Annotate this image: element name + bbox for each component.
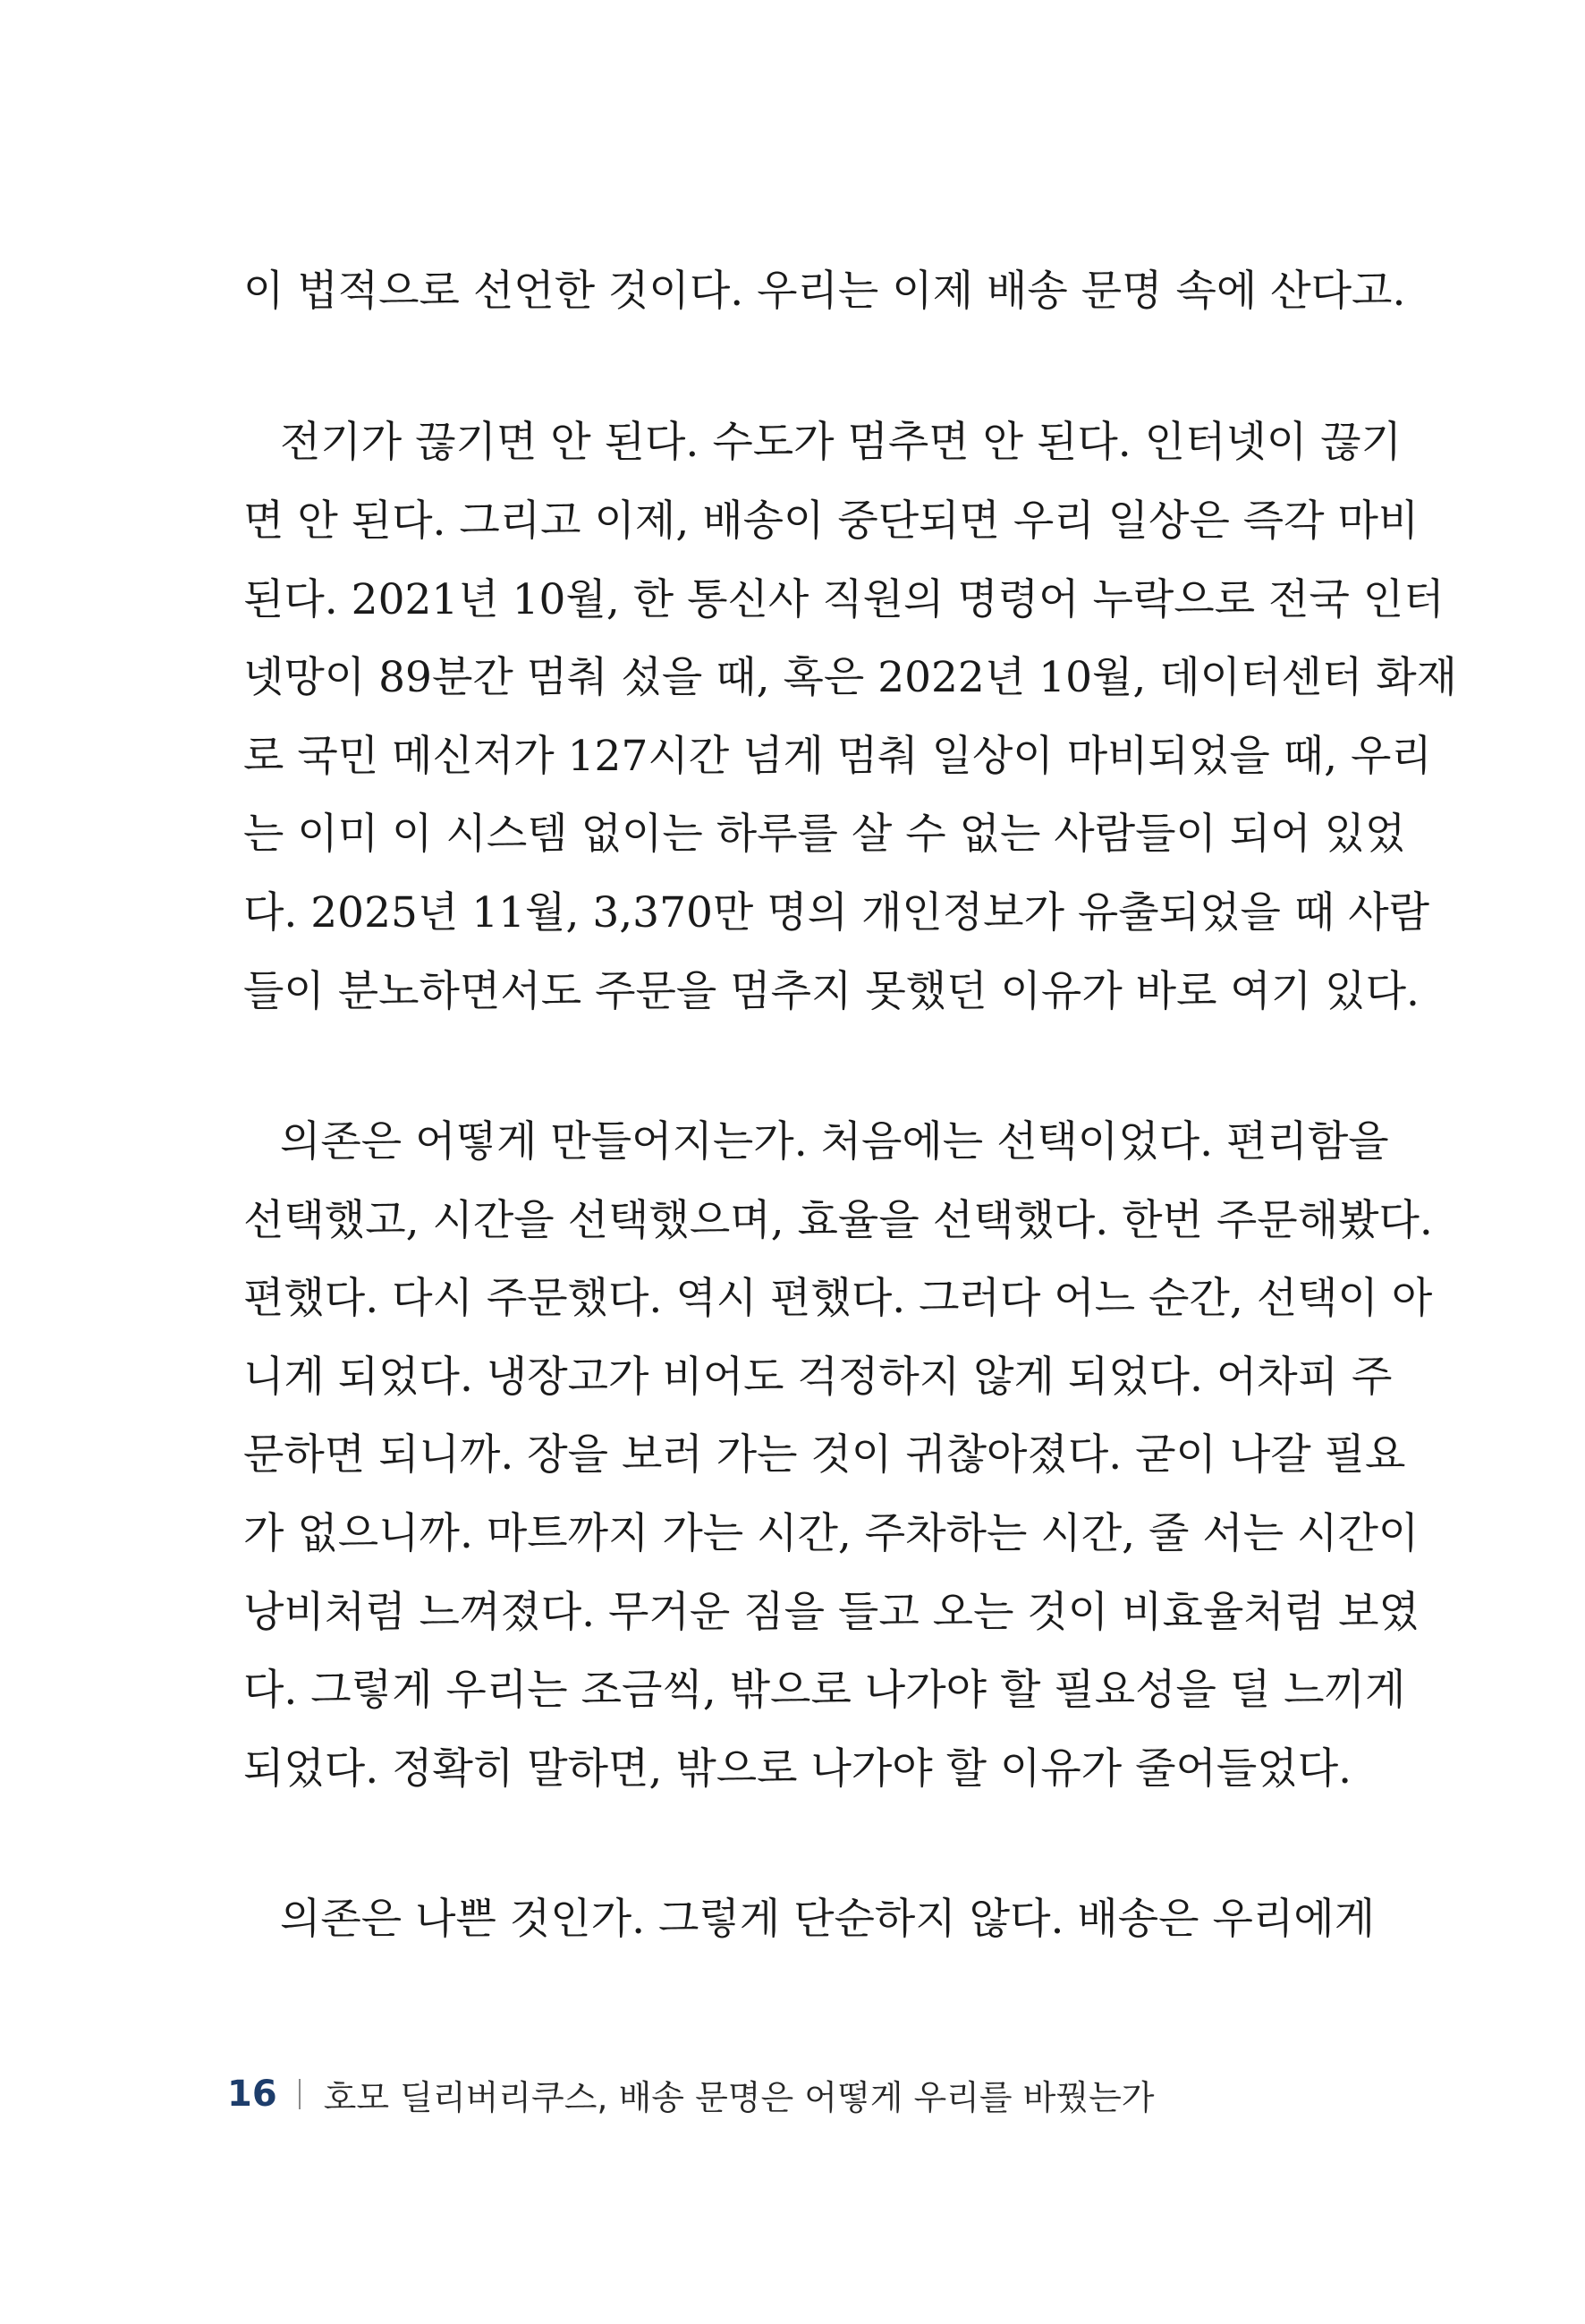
text-line: 되었다. 정확히 말하면, 밖으로 나가야 할 이유가 줄어들었다. xyxy=(243,1744,1352,1794)
text-line: 편했다. 다시 주문했다. 역시 편했다. 그러다 어느 순간, 선택이 아 xyxy=(243,1274,1433,1323)
text-line: 로 국민 메신저가 127시간 넘게 멈춰 일상이 마비되었을 때, 우리 xyxy=(243,732,1432,781)
text-line: 낭비처럼 느껴졌다. 무거운 짐을 들고 오는 것이 비효율처럼 보였 xyxy=(243,1588,1420,1637)
text-line: 문하면 되니까. 장을 보러 가는 것이 귀찮아졌다. 굳이 나갈 필요 xyxy=(243,1430,1406,1480)
text-line: 들이 분노하면서도 주문을 멈추지 못했던 이유가 바로 여기 있다. xyxy=(243,967,1420,1016)
text-line: 의존은 나쁜 것인가. 그렇게 단순하지 않다. 배송은 우리에게 xyxy=(280,1895,1376,1944)
text-line: 면 안 된다. 그리고 이제, 배송이 중단되면 우리 일상은 즉각 마비 xyxy=(243,496,1420,546)
text-line: 된다. 2021년 10월, 한 통신사 직원의 명령어 누락으로 전국 인터 xyxy=(243,575,1445,624)
text-line: 선택했고, 시간을 선택했으며, 효율을 선택했다. 한번 주문해봤다. xyxy=(243,1196,1433,1245)
running-title: 호모 딜리버리쿠스, 배송 문명은 어떻게 우리를 바꿨는가 xyxy=(323,2077,1155,2117)
text-line: 니게 되었다. 냉장고가 비어도 걱정하지 않게 되었다. 어차피 주 xyxy=(243,1353,1393,1402)
text-line: 전기가 끊기면 안 된다. 수도가 멈추면 안 된다. 인터넷이 끊기 xyxy=(280,418,1402,467)
text-line: 넷망이 89분간 멈춰 섰을 때, 혹은 2022년 10월, 데이터센터 화재 xyxy=(243,653,1458,702)
text-line: 가 없으니까. 마트까지 가는 시간, 주차하는 시간, 줄 서는 시간이 xyxy=(243,1509,1420,1558)
text-line: 다. 그렇게 우리는 조금씩, 밖으로 나가야 할 필요성을 덜 느끼게 xyxy=(243,1666,1406,1715)
text-line: 다. 2025년 11월, 3,370만 명의 개인정보가 유출되었을 때 사람 xyxy=(243,888,1430,937)
text-line: 이 법적으로 선언한 것이다. 우리는 이제 배송 문명 속에 산다고. xyxy=(243,267,1406,316)
page-footer xyxy=(227,2069,1155,2119)
text-line: 의존은 어떻게 만들어지는가. 처음에는 선택이었다. 편리함을 xyxy=(280,1117,1389,1166)
page-number: 16 xyxy=(227,2074,277,2115)
text-line: 는 이미 이 시스템 없이는 하루를 살 수 없는 사람들이 되어 있었 xyxy=(243,810,1406,859)
footer-divider xyxy=(299,2079,301,2109)
